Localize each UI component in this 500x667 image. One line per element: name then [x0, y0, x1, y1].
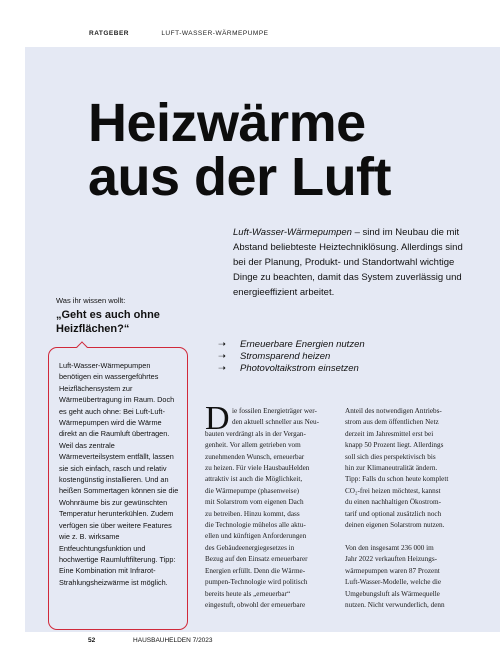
- faq-label: Was ihr wissen wollt:: [56, 296, 126, 305]
- arrow-right-icon: ➝: [218, 351, 226, 362]
- article-intro: [233, 225, 473, 300]
- body-line: die Technologie mühelos alle aktu-: [205, 521, 306, 530]
- body-line: eingestuft, obwohl der erneuerbare: [205, 600, 306, 609]
- body-line: Luft-Wasser-Modelle, welche die: [345, 578, 442, 587]
- body-line: CO₂-frei heizen möchtest, kannst: [345, 486, 441, 495]
- body-line: Von den insgesamt 236 000 im: [345, 543, 434, 552]
- body-line: tarif und optional zusätzlich noch: [345, 509, 442, 518]
- article-title: [88, 93, 392, 207]
- body-line: ie fossilen Energieträger wer-: [232, 407, 317, 415]
- drop-cap: D: [205, 400, 230, 437]
- body-line: bauten verdrängt als in der Vergan-: [205, 429, 306, 438]
- body-line: strom aus dem öffentlichen Netz: [345, 418, 439, 427]
- faq-question: „Geht es auch ohne Heizflächen?“: [56, 309, 160, 335]
- key-point-text: Photovoltaikstrom einsetzen: [240, 363, 359, 374]
- intro-lead: Luft-Wasser-Wärmepumpen: [233, 227, 352, 238]
- body-line: du einen nachhaltigen Ökostrom-: [345, 498, 442, 507]
- magazine-issue: HAUSBAUHELDEN 7/2023: [133, 637, 213, 644]
- body-line: Umgebungsluft als Wärmequelle: [345, 589, 440, 598]
- body-line: des Gebäudeenergiegesetzes in: [205, 543, 295, 552]
- page-number: 52: [88, 637, 96, 644]
- title-line-1: Heizwärme: [88, 93, 366, 153]
- body-line: zu heizen. Für viele HausbauHelden: [205, 464, 310, 473]
- topic-label: LUFT-WASSER-WÄRMEPUMPE: [161, 30, 269, 37]
- body-line: Bezug auf den Einsatz erneuerbarer: [205, 555, 308, 564]
- body-line: ellen und künftigen Anforderungen: [205, 532, 307, 541]
- body-column-2: [345, 406, 473, 611]
- key-point-text: Stromsparend heizen: [240, 351, 331, 362]
- body-line: wärmepumpen waren 87 Prozent: [345, 566, 440, 575]
- body-line: [345, 531, 473, 542]
- key-point: [218, 351, 365, 363]
- title-line-2: aus der Luft: [88, 147, 392, 207]
- running-header: [89, 30, 269, 37]
- body-line: attraktiv ist auch die Möglichkeit,: [205, 475, 303, 484]
- body-line: pumpen-Technologie wird politisch: [205, 578, 308, 587]
- body-line: mit Solarstrom vom eigenen Dach: [205, 498, 304, 507]
- page-footer: [88, 637, 213, 644]
- body-line: hin zur Klimaneutralität ändern.: [345, 464, 438, 473]
- body-line: soll sich dies perspektivisch bis: [345, 452, 436, 461]
- key-point: [218, 363, 365, 375]
- intro-text: – sind im Neubau die mit Abstand beliebteste Heiztechniklösung. Allerdings sind bei der Planung, Produkt- und Standortwahl wichtige Dinge zu beachten, damit das System zuverlässig und energieeffizient arbeitet.: [233, 227, 463, 298]
- section-label: RATGEBER: [89, 30, 129, 37]
- key-point-text: Erneuerbare Energien nutzen: [240, 339, 365, 350]
- body-line: Anteil des notwendigen Antriebs-: [345, 407, 442, 415]
- body-line: bereits heute als „erneuerbar“: [205, 589, 291, 598]
- faq-answer-box: [48, 347, 188, 630]
- arrow-right-icon: ➝: [218, 363, 226, 374]
- body-line: nutzen. Nicht verwunderlich, denn: [345, 600, 445, 609]
- arrow-right-icon: ➝: [218, 339, 226, 350]
- key-points-list: [218, 339, 365, 375]
- body-line: Energien erfüllt. Denn die Wärme-: [205, 566, 306, 575]
- body-column-1: [205, 406, 337, 611]
- body-line: die Wärmepumpe (phasenweise): [205, 486, 300, 495]
- body-line: zu betreiben. Hinzu kommt, dass: [205, 509, 300, 518]
- body-line: den aktuell schneller aus Neu-: [232, 418, 320, 427]
- faq-answer: Luft-Wasser-Wärmepumpen benötigen ein wassergeführtes Heizflächensystem zur Wärmeübertragung im Raum. Doch es geht auch ohne: Bei Luft-Luft-Wärmepumpen wird die Wärme direkt an die Raumluft übertragen. Weil das zentrale Wärmeverteilsystem entfällt, lassen sie sich einfach, rasch und relativ kostengünstig installieren. Und an heißen Sommertagen können sie die Wohnräume bis zur gewünschten Temperatur herunterkühlen. Zudem verfügen sie über weitere Features wie z. B. wirksame Entfeuchtungsfunktion und hochwertige Raumluftfilterung. Tipp: Eine Kombination mit Infrarot-Strahlungsheizwärme ist möglich.: [59, 361, 179, 587]
- body-line: deinen eigenen Solarstrom nutzen.: [345, 521, 445, 530]
- body-line: Tipp: Falls du schon heute komplett: [345, 475, 449, 484]
- body-line: Jahr 2022 verkauften Heizungs-: [345, 555, 438, 564]
- body-line: genheit. Vor allem getrieben vom: [205, 441, 301, 450]
- body-line: derzeit im Jahresmittel erst bei: [345, 429, 434, 438]
- body-line: knapp 50 Prozent liegt. Allerdings: [345, 441, 444, 450]
- body-line: zunehmenden Wunsch, erneuerbar: [205, 452, 305, 461]
- key-point: [218, 339, 365, 351]
